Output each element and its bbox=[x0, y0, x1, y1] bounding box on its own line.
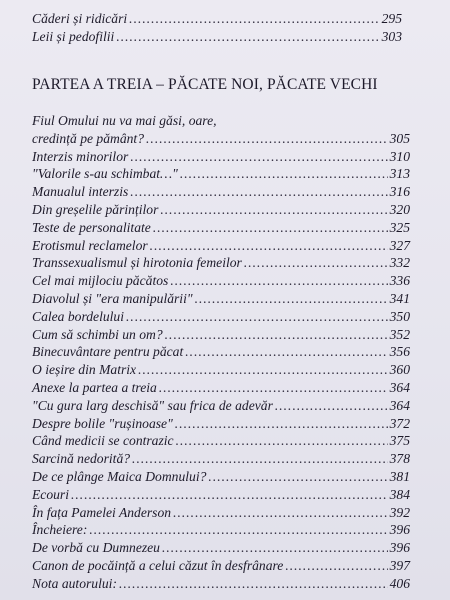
toc-entry bbox=[32, 237, 410, 255]
toc-leader-dots bbox=[165, 326, 388, 344]
toc-entry-page: 396 bbox=[389, 522, 410, 538]
toc-entry bbox=[32, 10, 402, 28]
toc-entry-title-line1: Fiul Omului nu va mai găsi, oare, bbox=[32, 113, 217, 128]
toc-leader-dots bbox=[285, 557, 387, 575]
toc-leader-dots bbox=[130, 148, 387, 166]
toc-entry bbox=[32, 112, 410, 148]
toc-leader-dots bbox=[175, 415, 388, 433]
toc-entry-title: "Cu gura larg deschisă" sau frica de adevăr bbox=[32, 397, 273, 413]
toc-leader-dots bbox=[195, 290, 388, 308]
toc-entry bbox=[32, 148, 410, 166]
toc-entry-title-line2: credință pe pământ? bbox=[32, 130, 145, 146]
toc-entry-title: Manualul interzis bbox=[32, 184, 129, 200]
toc-leader-dots bbox=[153, 219, 388, 237]
toc-entry-title: Cel mai mijlociu păcătos bbox=[32, 273, 169, 289]
toc-leader-dots bbox=[170, 272, 387, 290]
toc-entry bbox=[32, 254, 410, 272]
toc-entry-title: "Valorile s-au schimbat…" bbox=[32, 166, 178, 182]
toc-leader-dots bbox=[150, 237, 388, 255]
toc-entry-page: 356 bbox=[389, 344, 410, 360]
toc-entry-title: Despre bolile "rușinoase" bbox=[32, 415, 173, 431]
toc-leader-dots bbox=[71, 486, 388, 504]
toc-entry-page: 350 bbox=[389, 308, 410, 324]
toc-entry bbox=[32, 343, 410, 361]
toc-entry-title: Căderi și ridicări bbox=[32, 11, 128, 26]
toc-entry-page: 352 bbox=[389, 326, 410, 342]
toc-entry bbox=[32, 290, 410, 308]
toc-entry-title: De ce plânge Maica Domnului? bbox=[32, 468, 207, 484]
toc-entry-title: Calea bordelului bbox=[32, 308, 125, 324]
toc-entry-page: 381 bbox=[389, 468, 410, 484]
toc-entry-page: 325 bbox=[389, 219, 410, 235]
toc-entry-page: 375 bbox=[389, 433, 410, 449]
toc-leader-dots bbox=[126, 308, 388, 326]
toc-entry-page: 392 bbox=[389, 504, 410, 520]
toc-entry bbox=[32, 397, 410, 415]
toc-entry-title: Interzis minorilor bbox=[32, 148, 129, 164]
toc-entry-title: De vorbă cu Dumnezeu bbox=[32, 540, 160, 556]
toc-entry-page: 303 bbox=[381, 28, 402, 44]
toc-entry-title: Din greșelile părinților bbox=[32, 201, 159, 217]
toc-entry bbox=[32, 272, 410, 290]
toc-leader-dots bbox=[180, 165, 388, 183]
toc-entry-title: Cum să schimbi un om? bbox=[32, 326, 163, 342]
toc-entry-title: Sarcină nedorită? bbox=[32, 451, 131, 467]
toc-leader-dots bbox=[130, 183, 387, 201]
toc-entry-page: 364 bbox=[389, 397, 410, 413]
toc-leader-dots bbox=[116, 28, 379, 46]
toc-entry-title: Ecouri bbox=[32, 486, 69, 502]
toc-entry-title: Diavolul și "era manipulării" bbox=[32, 290, 193, 306]
toc-entry-page: 372 bbox=[389, 415, 410, 431]
toc-leader-dots bbox=[159, 379, 388, 397]
toc-entry-page: 295 bbox=[381, 11, 402, 26]
toc-entry-title: Binecuvântare pentru păcat bbox=[32, 344, 184, 360]
toc-entry bbox=[32, 183, 410, 201]
toc-entry-title: Canon de pocăință a celui căzut în desfrânare bbox=[32, 557, 284, 573]
toc-entry-page: 332 bbox=[389, 255, 410, 271]
toc-entry-title: Teste de personalitate bbox=[32, 219, 151, 235]
toc-leader-dots bbox=[89, 521, 387, 539]
toc-entry-title: Când medicii se contrazic bbox=[32, 433, 174, 449]
toc-entry-title: Transsexualismul și hirotonia femeilor bbox=[32, 255, 242, 271]
toc-entry bbox=[32, 326, 410, 344]
toc-entry-page: 364 bbox=[389, 379, 410, 395]
toc-entry bbox=[32, 415, 410, 433]
toc-part-three bbox=[32, 112, 410, 593]
toc-entry-title: Anexe la partea a treia bbox=[32, 379, 157, 395]
toc-leader-dots bbox=[160, 201, 387, 219]
toc-entry-page: 360 bbox=[389, 362, 410, 378]
toc-leader-dots bbox=[146, 130, 388, 148]
toc-entry-page: 397 bbox=[389, 557, 410, 573]
toc-leader-dots bbox=[244, 254, 388, 272]
toc-entry bbox=[32, 539, 410, 557]
toc-entry bbox=[32, 468, 410, 486]
toc-leader-dots bbox=[173, 504, 388, 522]
toc-entry-title: În fața Pamelei Anderson bbox=[32, 504, 172, 520]
toc-entry-page: 336 bbox=[389, 273, 410, 289]
toc-leader-dots bbox=[129, 10, 379, 28]
toc-entry bbox=[32, 450, 410, 468]
toc-entry-page: 327 bbox=[389, 237, 410, 253]
toc-entry-page: 378 bbox=[389, 451, 410, 467]
toc-leader-dots bbox=[119, 575, 388, 593]
toc-entry bbox=[32, 361, 410, 379]
toc-entry-page: 310 bbox=[389, 148, 410, 164]
toc-entry-page: 406 bbox=[389, 575, 410, 591]
toc-entry-title: Erotismul reclamelor bbox=[32, 237, 148, 253]
toc-entry-title: Leii și pedofilii bbox=[32, 28, 115, 44]
toc-entry-page: 305 bbox=[389, 130, 410, 146]
toc-leader-dots bbox=[138, 361, 388, 379]
toc-entry bbox=[32, 219, 410, 237]
toc-leader-dots bbox=[162, 539, 388, 557]
toc-entry-page: 320 bbox=[389, 201, 410, 217]
toc-entry-page: 316 bbox=[389, 184, 410, 200]
toc-entry-page: 341 bbox=[389, 290, 410, 306]
toc-entry-page: 313 bbox=[389, 166, 410, 182]
toc-leader-dots bbox=[208, 468, 387, 486]
toc-entry bbox=[32, 575, 410, 593]
toc-entry bbox=[32, 28, 402, 46]
toc-entry bbox=[32, 308, 410, 326]
toc-entry bbox=[32, 201, 410, 219]
toc-entry bbox=[32, 557, 410, 575]
toc-entry bbox=[32, 379, 410, 397]
toc-entry bbox=[32, 504, 410, 522]
toc-entry-title: O ieșire din Matrix bbox=[32, 362, 137, 378]
toc-entry bbox=[32, 486, 410, 504]
toc-entry bbox=[32, 165, 410, 183]
toc-entry-title: Încheiere: bbox=[32, 522, 88, 538]
toc-entry-page: 396 bbox=[389, 540, 410, 556]
toc-entry bbox=[32, 432, 410, 450]
toc-leader-dots bbox=[275, 397, 388, 415]
toc-leader-dots bbox=[185, 343, 387, 361]
toc-previous-section bbox=[32, 10, 402, 46]
part-heading: PARTEA A TREIA – PĂCATE NOI, PĂCATE VECHI bbox=[32, 76, 378, 93]
toc-entry-title: Nota autorului: bbox=[32, 575, 117, 591]
toc-entry-list bbox=[32, 148, 410, 593]
toc-entry bbox=[32, 521, 410, 539]
toc-leader-dots bbox=[132, 450, 388, 468]
toc-leader-dots bbox=[176, 432, 388, 450]
toc-entry-page: 384 bbox=[389, 486, 410, 502]
